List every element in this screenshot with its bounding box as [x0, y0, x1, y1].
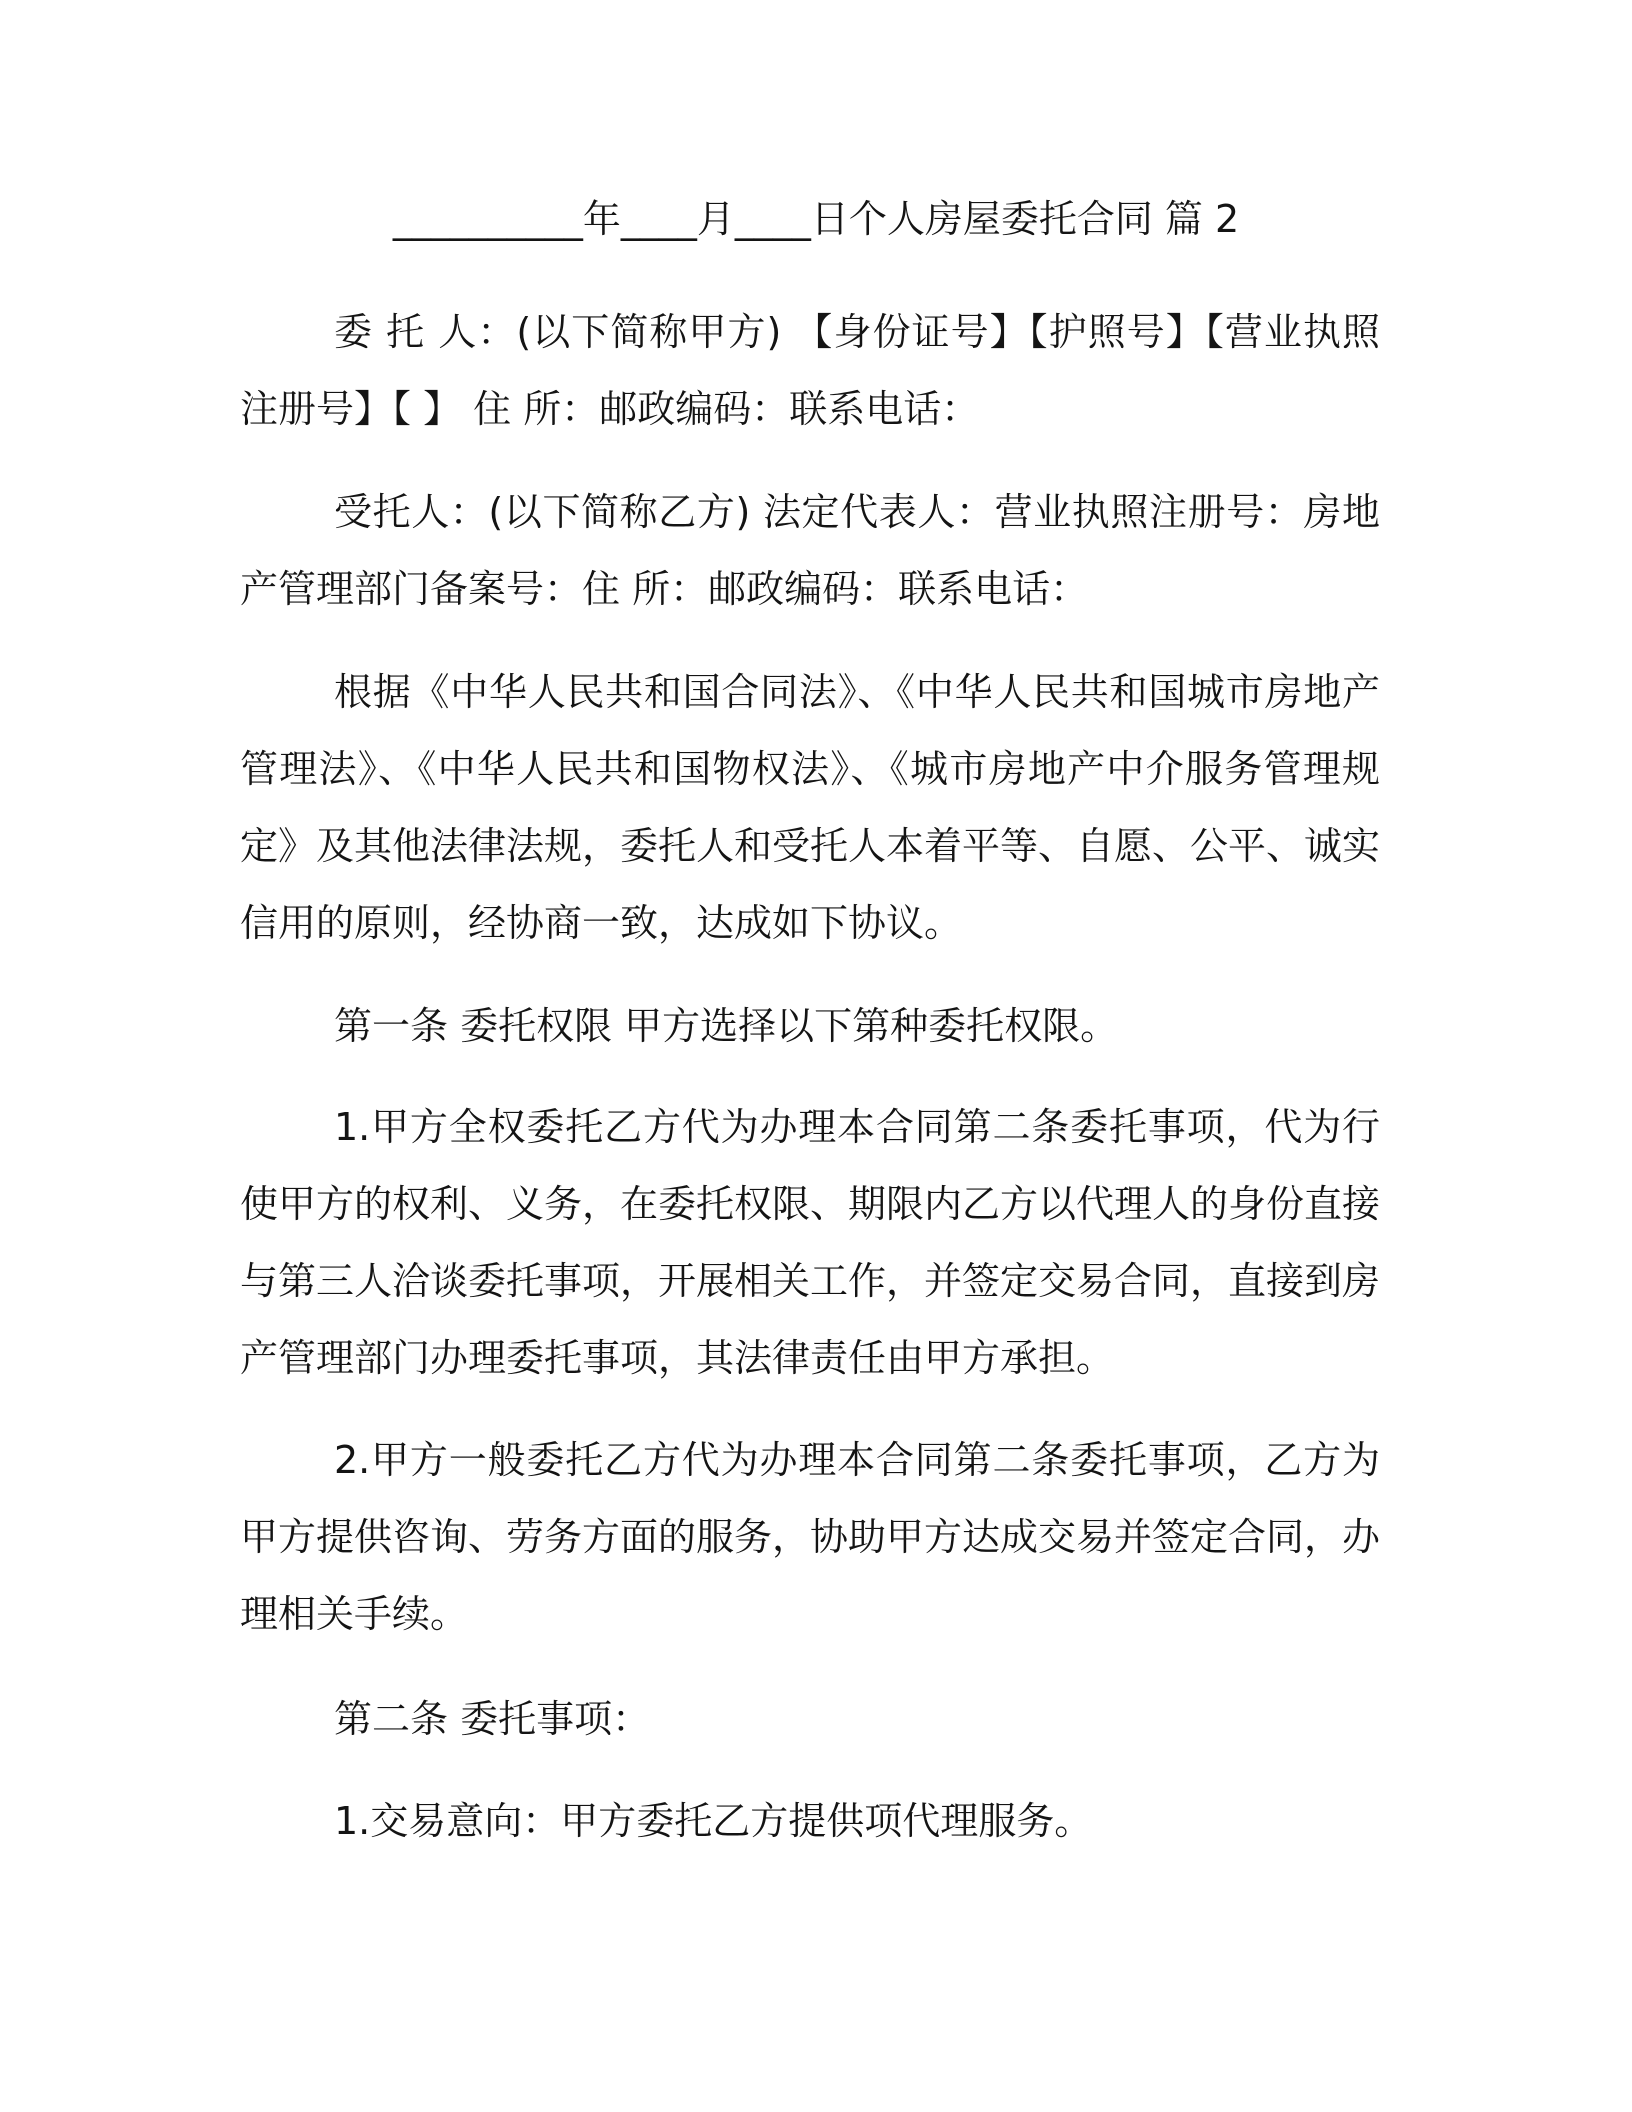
document-title: __________年____月____日个人房屋委托合同 篇 2 [392, 197, 1240, 241]
article-2-item-1: 1.交易意向：甲方委托乙方提供项代理服务。 [334, 1799, 1093, 1843]
paragraph-principal: 委 托 人：(以下简称甲方) 【身份证号】【护照号】【营业执照注册号】【 】 住 所：邮政编码：联系电话： [240, 310, 1380, 431]
article-1-heading: 第一条 委托权限 甲方选择以下第种委托权限。 [334, 1004, 1119, 1048]
article-1-item-2: 2.甲方一般委托乙方代为办理本合同第二条委托事项，乙方为甲方提供咨询、劳务方面的服务，协助甲方达成交易并签定合同，办理相关手续。 [240, 1438, 1381, 1636]
paragraph-legal-basis: 根据《中华人民共和国合同法》、《中华人民共和国城市房地产管理法》、《中华人民共和国物权法》、《城市房地产中介服务管理规定》及其他法律法规，委托人和受托人本着平等、自愿、公平、诚实信用的原则，经协商一致，达成如下协议。 [240, 670, 1381, 945]
article-2-heading: 第二条 委托事项： [334, 1697, 651, 1741]
article-1-item-1: 1.甲方全权委托乙方代为办理本合同第二条委托事项，代为行使甲方的权利、义务，在委托权限、期限内乙方以代理人的身份直接与第三人洽谈委托事项，开展相关工作，并签定交易合同，直接到房产管理部门办理委托事项，其法律责任由甲方承担。 [240, 1105, 1381, 1380]
paragraph-agent: 受托人：(以下简称乙方) 法定代表人：营业执照注册号：房地产管理部门备案号：住 所：邮政编码：联系电话： [240, 490, 1380, 611]
